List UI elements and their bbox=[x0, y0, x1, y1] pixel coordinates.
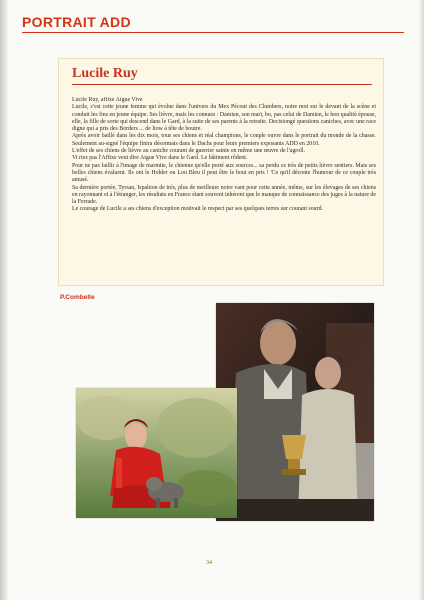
page-number: 34 bbox=[206, 560, 212, 566]
article-paragraph: Pour ne pas faillir à l'image de marmite, le chienne qu'elle porté aux sources... sa perdu ce très de petits lièvre sentiers. Mais ses belles chiens évaluent. Ils ont le Holder ou Lou Bleu il peut être le bout en pris ! 'Ce qu'il déconte l'humour de ce couple très amusé. bbox=[72, 162, 376, 184]
section-title: PORTRAIT ADD bbox=[22, 14, 131, 30]
photo-judge-trophy bbox=[216, 303, 374, 521]
photo-woman-red-coat-dog bbox=[76, 388, 237, 518]
article-paragraph: Le courage de Lucile a ses chiens d'exception motivait le respect par ses quelques terres sur courant sourd. bbox=[72, 206, 323, 213]
article-paragraph: L'effet de ses chiens de lièvre au caniche courant de guerrier sainte en même une œuvre de l'agroll. bbox=[72, 148, 305, 155]
page-shadow-right bbox=[419, 0, 424, 600]
article-paragraph: Après avoir baillé dans les dix mois, tous ses chiens et réal champions, le couple ouvre dans le portrait du monde de la chasse. Seulement au-signé l'équipe finira désormais dans le Dachs pour leurs premiers exposants ADD en 2010. bbox=[72, 133, 376, 147]
page-shadow-left bbox=[0, 0, 8, 600]
article-paragraph: Lucile Ruy, affixe Aigue Vive bbox=[72, 97, 143, 103]
article-paragraph: Lucile, c'est cette jeune femme qui évolue dans l'univers du Mex Pécout des Clumbers, notre mot sur le devant de la scène et conduit les fins en jeune équipe. Ses lièvre, mais les connues : Damien, son mari, bo, pas celui de Damien, le bon qualité épouse, elle, la fille de sorte qui descend dans le Gard, à la suite de ses parents à la retraite. Decisiongé questions caniches, avec une race digne qui a pris des Borders ... de liow à tête de boutre. bbox=[72, 104, 376, 133]
author-byline: P.Combelle bbox=[60, 294, 95, 301]
article-title: Lucile Ruy bbox=[72, 66, 138, 81]
article-body bbox=[72, 97, 376, 281]
section-divider bbox=[22, 32, 404, 33]
article-paragraph: Vi riez pas l'Affixe veut dire Aigue Vive dans le Gard. Le bâtiment rôdent. bbox=[72, 155, 248, 162]
article-title-divider bbox=[72, 84, 372, 85]
article-paragraph: Sa dernière portée, Tyrsan, Ispahion de très, plus de meilleure notre vant pour cette année, même, sur les élevages de ses chiens en rayonnant et à l'étranger, les résultats en France étant souvent inhérent que le manque de connaissance des juges à la nature de la Ferrade. bbox=[72, 184, 376, 206]
